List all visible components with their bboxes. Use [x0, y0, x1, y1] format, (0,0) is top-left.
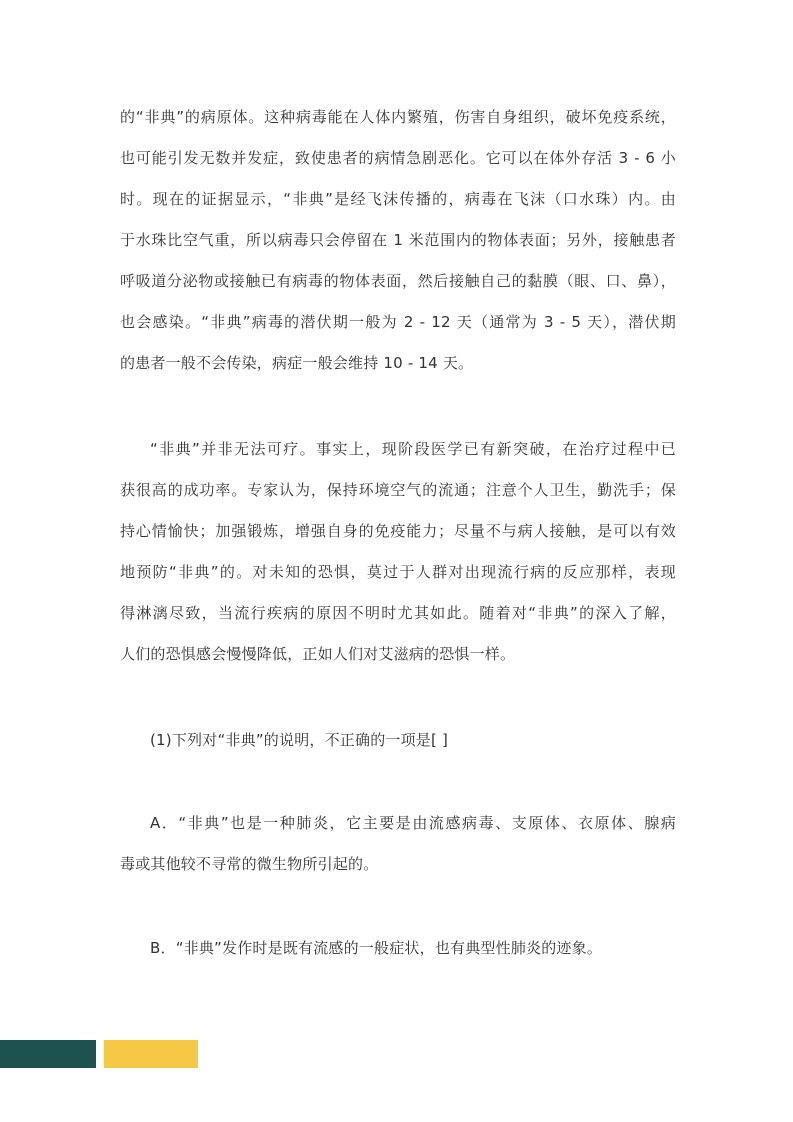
paragraph-line: 也会感染。“非典”病毒的潜伏期一般为 2 - 12 天（通常为 3 - 5 天），潜伏期 — [120, 313, 676, 331]
paragraph-line: 呼吸道分泌物或接触已有病毒的物体表面，然后接触自己的黏膜（眼、口、鼻）， — [120, 272, 676, 290]
option-a-line: 毒或其他较不寻常的微生物所引起的。 — [120, 855, 379, 873]
paragraph-line: 得淋漓尽致，当流行疾病的原因不明时尤其如此。随着对“非典”的深入了解， — [120, 604, 676, 622]
paragraph-line: 也可能引发无数并发症，致使患者的病情急剧恶化。它可以在体外存活 3 - 6 小 — [120, 149, 676, 167]
option-a — [120, 803, 676, 885]
option-a-line: A．“非典”也是一种肺炎，它主要是由流感病毒、支原体、衣原体、腺病 — [150, 814, 676, 832]
paragraph-line: 获很高的成功率。专家认为，保持环境空气的流通；注意个人卫生，勤洗手；保 — [120, 481, 676, 499]
paragraph-line: 于水珠比空气重，所以病毒只会停留在 1 米范围内的物体表面；另外，接触患者 — [120, 231, 676, 249]
paragraph-line: 人们的恐惧感会慢慢降低，正如人们对艾滋病的恐惧一样。 — [120, 645, 516, 663]
paragraph-line: 持心情愉快；加强锻炼，增强自身的免疫能力；尽量不与病人接触，是可以有效 — [120, 522, 676, 540]
paragraph-line: 地预防“非典”的。对未知的恐惧，莫过于人群对出现流行病的反应那样，表现 — [120, 563, 676, 581]
paragraph-prevention — [120, 429, 676, 675]
paragraph-transmission — [120, 97, 676, 384]
option-b — [120, 928, 676, 969]
question-1 — [120, 720, 676, 761]
paragraph-line: “非典”并非无法可疗。事实上，现阶段医学已有新突破，在治疗过程中已 — [150, 440, 676, 458]
question-text: (1)下列对“非典”的说明，不正确的一项是[ ] — [150, 731, 449, 749]
footer-bar-teal — [0, 1040, 96, 1068]
paragraph-line: 的“非典”的病原体。这种病毒能在人体内繁殖，伤害自身组织，破坏免疫系统， — [120, 108, 676, 126]
paragraph-line: 时。现在的证据显示，“非典”是经飞沫传播的，病毒在飞沫（口水珠）内。由 — [120, 190, 676, 208]
footer-bar-yellow — [104, 1040, 198, 1068]
paragraph-line: 的患者一般不会传染，病症一般会维持 10 - 14 天。 — [120, 354, 474, 372]
option-b-line: B．“非典”发作时是既有流感的一般症状，也有典型性肺炎的迹象。 — [150, 939, 603, 957]
